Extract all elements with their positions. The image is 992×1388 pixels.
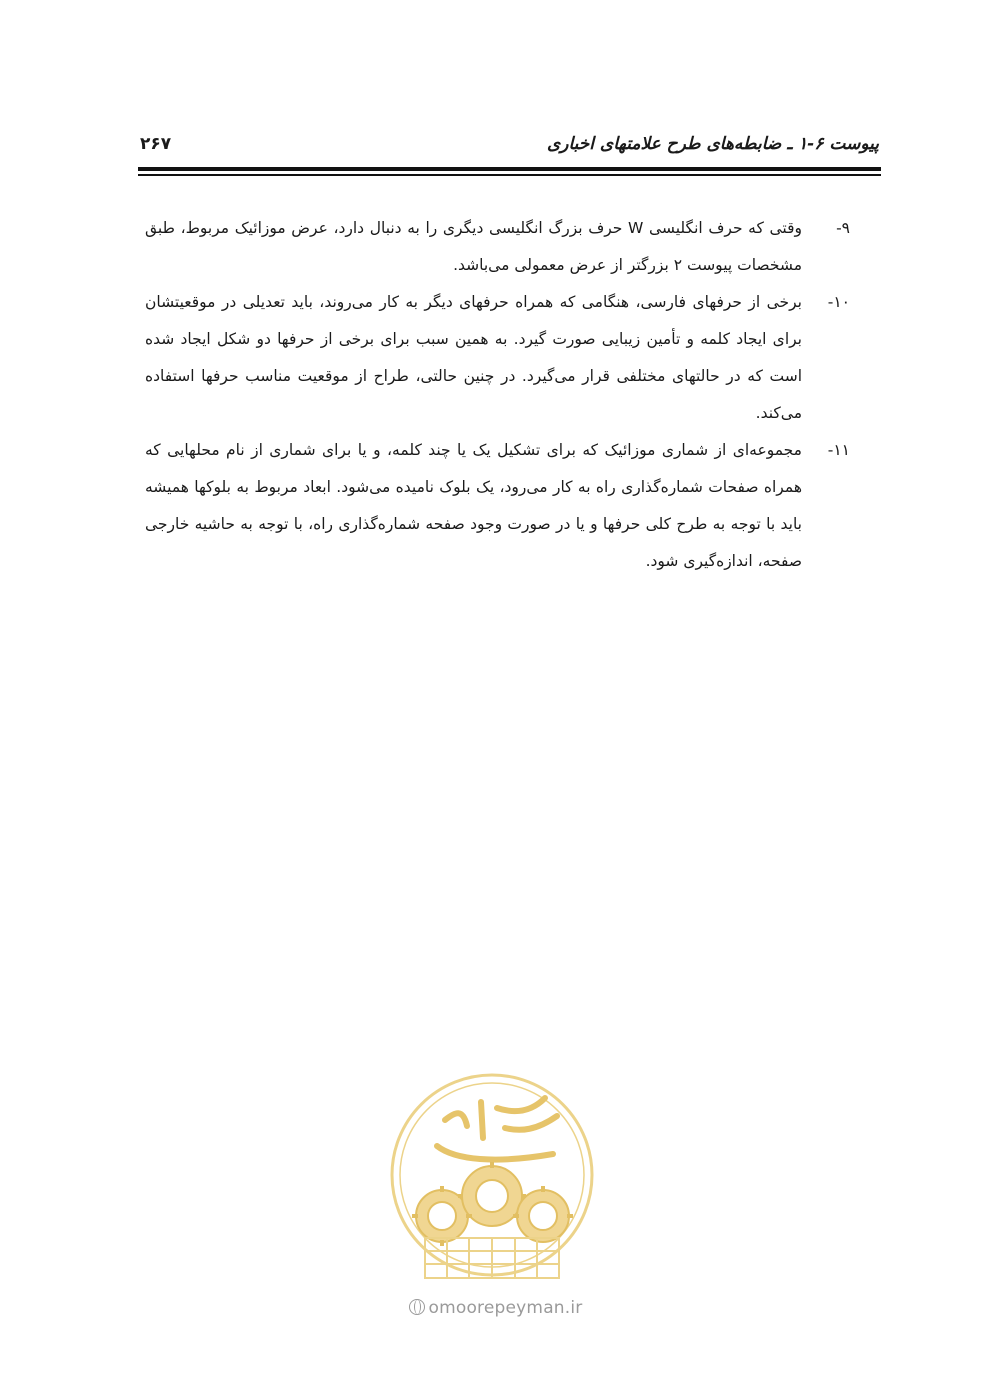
globe-icon bbox=[409, 1299, 425, 1315]
watermark-url-text: omoorepeyman.ir bbox=[428, 1298, 583, 1318]
header-rule-thick bbox=[138, 167, 881, 171]
list-item bbox=[145, 432, 850, 580]
page-number: ۲۶۷ bbox=[140, 134, 172, 154]
running-header-title: پیوست ۶-۱ ـ ضابطه‌های طرح علامتهای اخباری bbox=[546, 134, 879, 154]
list-item bbox=[145, 210, 850, 284]
list-item-text: وقتی که حرف انگلیسی W حرف بزرگ انگلیسی دیگری را به دنبال دارد، عرض موزائیک مربوط، طبق مشخصات پیوست ۲ بزرگتر از عرض معمولی می‌باشد. bbox=[145, 219, 802, 274]
list-item-number: ۱۱- bbox=[827, 441, 850, 459]
watermark-logo bbox=[385, 1068, 599, 1296]
header-rule-thin bbox=[138, 174, 881, 176]
list-item bbox=[145, 284, 850, 432]
list-item-number: ۹- bbox=[836, 219, 850, 237]
list-item-text: مجموعه‌ای از شماری موزائیک که برای تشکیل یک یا چند کلمه، و یا برای شماری از نام محلهایی که همراه صفحات شماره‌گذاری راه به کار می‌رود، یک بلوک نامیده می‌شود. ابعاد مربوط به بلوکها همیشه باید با توجه به طرح کلی حرفها و یا در صورت وجود صفحه شماره‌گذاری راه، با توجه به حاشیه خارجی صفحه، اندازه‌گیری شود. bbox=[145, 441, 802, 570]
body-content bbox=[145, 210, 850, 580]
list-item-number: ۱۰- bbox=[827, 293, 850, 311]
watermark-url bbox=[0, 1298, 992, 1318]
list-item-text: برخی از حرفهای فارسی، هنگامی که همراه حرفهای دیگر به کار می‌روند، باید تعدیلی در موقعیتشان برای ایجاد کلمه و تأمین زیبایی صورت گیرد. به همین سبب برای برخی از حرفها دو شکل ایجاد شده است که در حالتهای مختلفی قرار می‌گیرد. در چنین حالتی، طراح از موقعیت مناسب حرفها استفاده می‌کند. bbox=[145, 293, 802, 422]
